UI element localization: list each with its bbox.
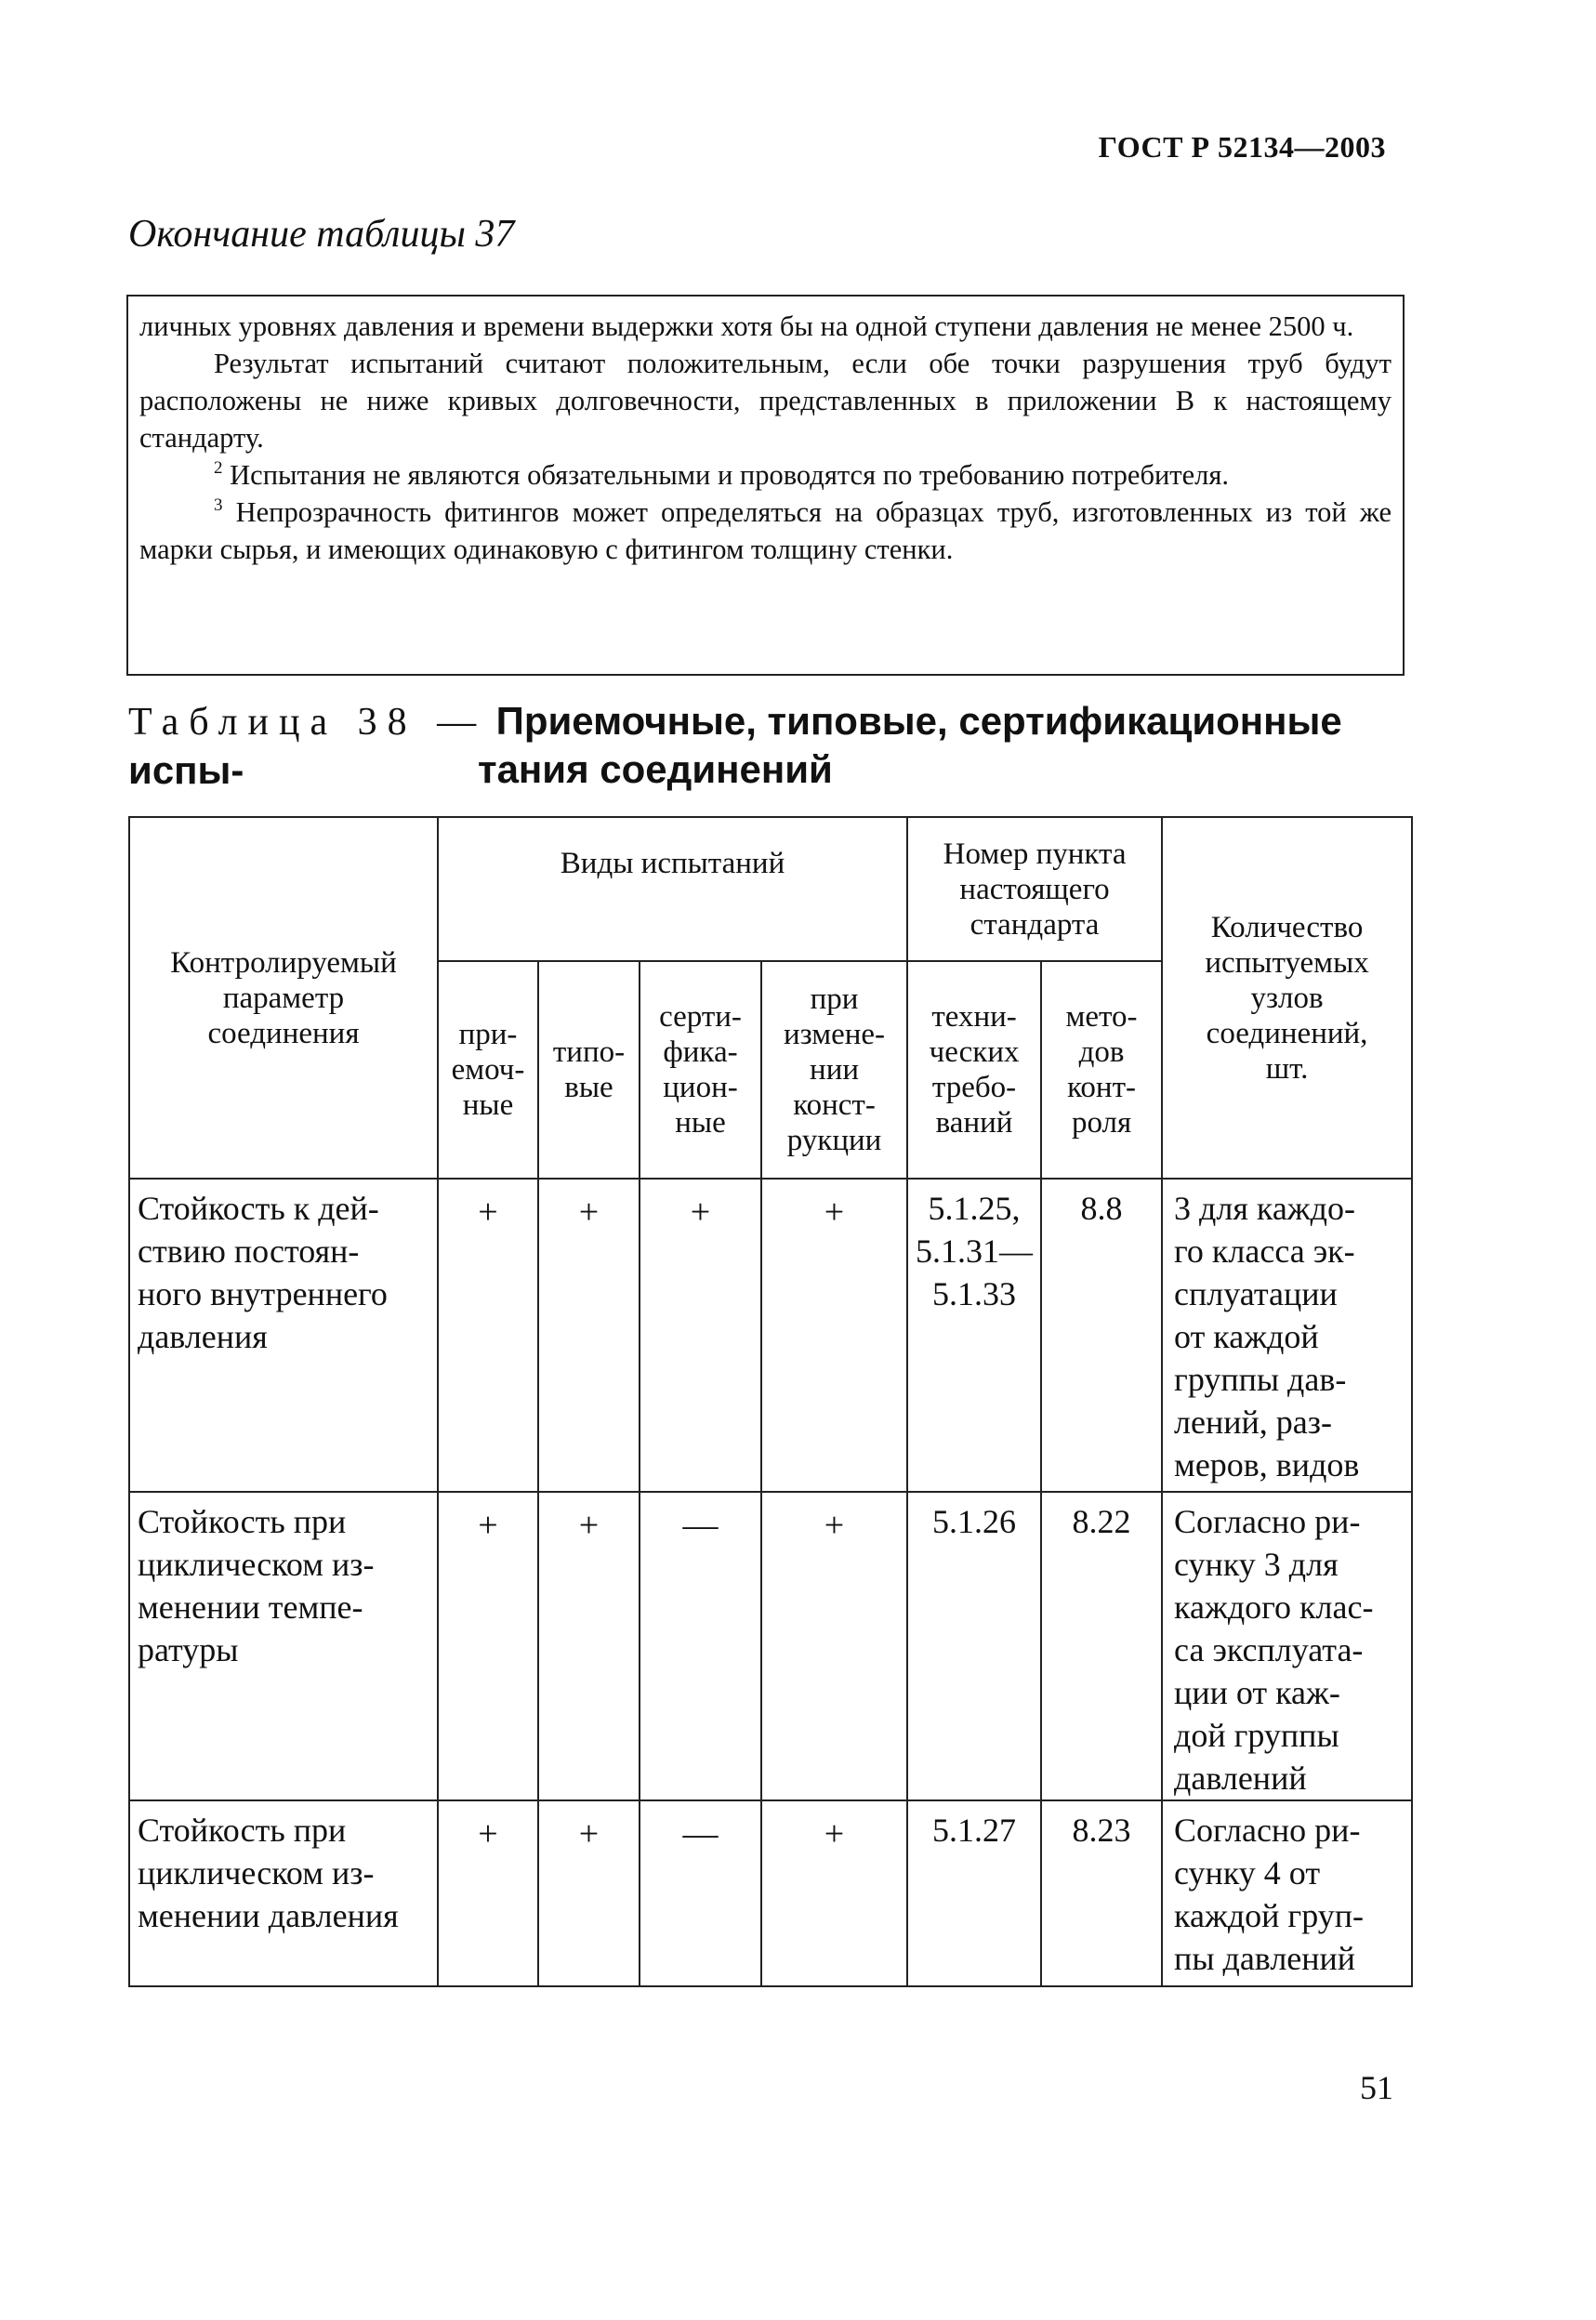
cell-text-line: соединений, <box>1206 1016 1368 1050</box>
cell-text-line: параметр <box>222 981 345 1015</box>
cell-text-line: от каждой <box>1174 1318 1319 1355</box>
cell-text-line: Стойкость при <box>138 1812 347 1849</box>
cell-type: + <box>538 1492 640 1800</box>
cell-tech-requirements <box>907 1492 1041 1800</box>
cell-text-line: сунку 3 для <box>1174 1546 1339 1583</box>
footnote-text: Непрозрачность фитингов может определяться на образцах труб, изготовленных из той же марки сырья, и имеющих одинаковую с фитингом толщину стенки. <box>139 496 1392 565</box>
cell-text-line: фика- <box>663 1035 738 1069</box>
footnote-3 <box>139 494 1392 568</box>
note-paragraph: Результат испытаний считают положительным, если обе точки разрушения труб будут расположены не ниже кривых долговечности, представленных в приложении В к настоящему стандарту. <box>139 348 1392 454</box>
cell-text-line: сплуатации <box>1174 1275 1338 1312</box>
cell-text-line: ции от каж- <box>1174 1674 1340 1711</box>
header-acceptance <box>438 961 538 1179</box>
cell-text-line: емоч- <box>451 1053 525 1087</box>
header-design-change <box>761 961 907 1179</box>
cell-text-line: мето- <box>1065 1000 1138 1034</box>
document-header: ГОСТ Р 52134—2003 <box>1098 130 1386 164</box>
cell-text-line: 5.1.27 <box>932 1812 1017 1849</box>
header-quantity <box>1162 817 1412 1179</box>
note-paragraph: личных уровнях давления и времени выдержки хотя бы на одной ступени давления не менее 2500 ч. <box>139 310 1354 342</box>
cell-text-line: испытуемых <box>1205 945 1369 980</box>
cell-text-line: при <box>810 982 859 1016</box>
cell-text-line: узлов <box>1250 981 1324 1015</box>
cell-text-line: конт- <box>1067 1071 1137 1104</box>
cell-text-line: настоящего <box>959 872 1110 906</box>
cell-text-line: циклическом из- <box>138 1854 375 1892</box>
cell-text-line: нии <box>810 1053 860 1087</box>
cell-text-line: меров, видов <box>1174 1446 1360 1483</box>
header-tech-requirements <box>907 961 1041 1179</box>
cell-acceptance: + <box>438 1179 538 1492</box>
cell-text-line: требо- <box>931 1071 1017 1104</box>
cell-text-line: 5.1.33 <box>932 1275 1017 1312</box>
cell-certification: — <box>640 1800 761 1986</box>
cell-acceptance: + <box>438 1800 538 1986</box>
cell-text-line: Стойкость к дей- <box>138 1190 379 1227</box>
cell-text-line: конст- <box>793 1088 876 1122</box>
cell-text-line: са эксплуата- <box>1174 1631 1364 1668</box>
table37-notes-box <box>126 295 1405 676</box>
header-clause-number <box>907 817 1162 961</box>
footnote-number: 2 <box>214 458 223 478</box>
cell-text-line: ратуры <box>138 1631 239 1668</box>
table-label: Таблица 38 — <box>128 701 487 744</box>
cell-text-line: рукции <box>786 1124 882 1157</box>
cell-certification: — <box>640 1492 761 1800</box>
cell-text-line: го класса эк- <box>1174 1232 1355 1270</box>
cell-text-line: измене- <box>783 1018 886 1051</box>
cell-design-change: + <box>761 1492 907 1800</box>
cell-acceptance: + <box>438 1492 538 1800</box>
cell-text-line: ствию постоян- <box>138 1232 360 1270</box>
cell-text-line: шт. <box>1265 1051 1309 1086</box>
header-certification <box>640 961 761 1179</box>
footnote-text: Испытания не являются обязательными и проводятся по требованию потребителя. <box>230 459 1230 491</box>
cell-text-line: роля <box>1071 1106 1132 1140</box>
cell-text-line: Согласно ри- <box>1174 1812 1361 1849</box>
cell-text-line: 5.1.26 <box>932 1503 1017 1540</box>
cell-text-line: серти- <box>659 1000 742 1034</box>
cell-text-line: 5.1.25, <box>928 1190 1021 1227</box>
cell-param <box>129 1179 438 1492</box>
cell-text-line: пы давлений <box>1174 1940 1356 1977</box>
cell-text-line: типо- <box>552 1035 626 1069</box>
cell-text-line: 5.1.31— <box>916 1232 1034 1270</box>
header-test-types: Виды испытаний <box>438 817 907 961</box>
cell-design-change: + <box>761 1179 907 1492</box>
cell-certification: + <box>640 1179 761 1492</box>
cell-text-line: 3 для каждо- <box>1174 1190 1355 1227</box>
cell-text-line: стандарта <box>969 907 1100 942</box>
cell-text-line: Согласно ри- <box>1174 1503 1361 1540</box>
cell-quantity <box>1162 1179 1412 1492</box>
cell-tech-requirements <box>907 1179 1041 1492</box>
cell-text-line: техни- <box>931 1000 1017 1034</box>
cell-text-line: Номер пункта <box>943 837 1127 871</box>
cell-control-methods: 8.23 <box>1041 1800 1162 1986</box>
cell-text-line: сунку 4 от <box>1174 1854 1321 1892</box>
table-title-line1: Приемочные, типовые, сертификационные испы- <box>128 699 1342 792</box>
continuation-caption: Окончание таблицы 37 <box>128 213 515 256</box>
cell-text-line: дой группы <box>1174 1717 1339 1754</box>
cell-control-methods: 8.22 <box>1041 1492 1162 1800</box>
table-row <box>129 1800 1412 1986</box>
cell-text-line: дов <box>1078 1035 1125 1069</box>
cell-text-line: при- <box>458 1018 518 1051</box>
footnote-2 <box>139 456 1392 494</box>
cell-text-line: ные <box>462 1088 514 1122</box>
cell-text-line: каждой груп- <box>1174 1897 1364 1934</box>
cell-tech-requirements <box>907 1800 1041 1986</box>
cell-type: + <box>538 1179 640 1492</box>
page-number: 51 <box>1360 2069 1393 2106</box>
cell-text-line: Контролируемый <box>170 945 397 980</box>
cell-type: + <box>538 1800 640 1986</box>
cell-quantity <box>1162 1492 1412 1800</box>
cell-text-line: лений, раз- <box>1174 1404 1332 1441</box>
cell-text-line: соединения <box>207 1016 360 1050</box>
cell-design-change: + <box>761 1800 907 1986</box>
cell-param <box>129 1800 438 1986</box>
footnote-number: 3 <box>214 495 223 515</box>
header-control-methods <box>1041 961 1162 1179</box>
cell-quantity <box>1162 1800 1412 1986</box>
cell-text-line: цион- <box>663 1071 738 1104</box>
cell-text-line: каждого клас- <box>1174 1588 1374 1626</box>
cell-param <box>129 1492 438 1800</box>
cell-control-methods: 8.8 <box>1041 1179 1162 1492</box>
header-type <box>538 961 640 1179</box>
table-title-line2: тания соединений <box>478 747 833 791</box>
cell-text-line: ваний <box>935 1106 1013 1140</box>
cell-text-line: Стойкость при <box>138 1503 347 1540</box>
cell-text-line: ческих <box>929 1035 1020 1069</box>
table-row <box>129 1492 1412 1800</box>
cell-text-line: вые <box>564 1071 613 1104</box>
cell-text-line: менении темпе- <box>138 1588 363 1626</box>
table38-caption <box>128 697 1411 796</box>
cell-text-line: менении давления <box>138 1897 399 1934</box>
cell-text-line: Количество <box>1210 910 1364 944</box>
cell-text-line: ные <box>675 1106 726 1140</box>
cell-text-line: ного внутреннего <box>138 1275 388 1312</box>
table-row <box>129 1179 1412 1492</box>
cell-text-line: циклическом из- <box>138 1546 375 1583</box>
cell-text-line: давлений <box>1174 1760 1307 1797</box>
table38 <box>128 816 1413 1987</box>
header-param <box>129 817 438 1179</box>
cell-text-line: группы дав- <box>1174 1361 1347 1398</box>
cell-text-line: давления <box>138 1318 268 1355</box>
